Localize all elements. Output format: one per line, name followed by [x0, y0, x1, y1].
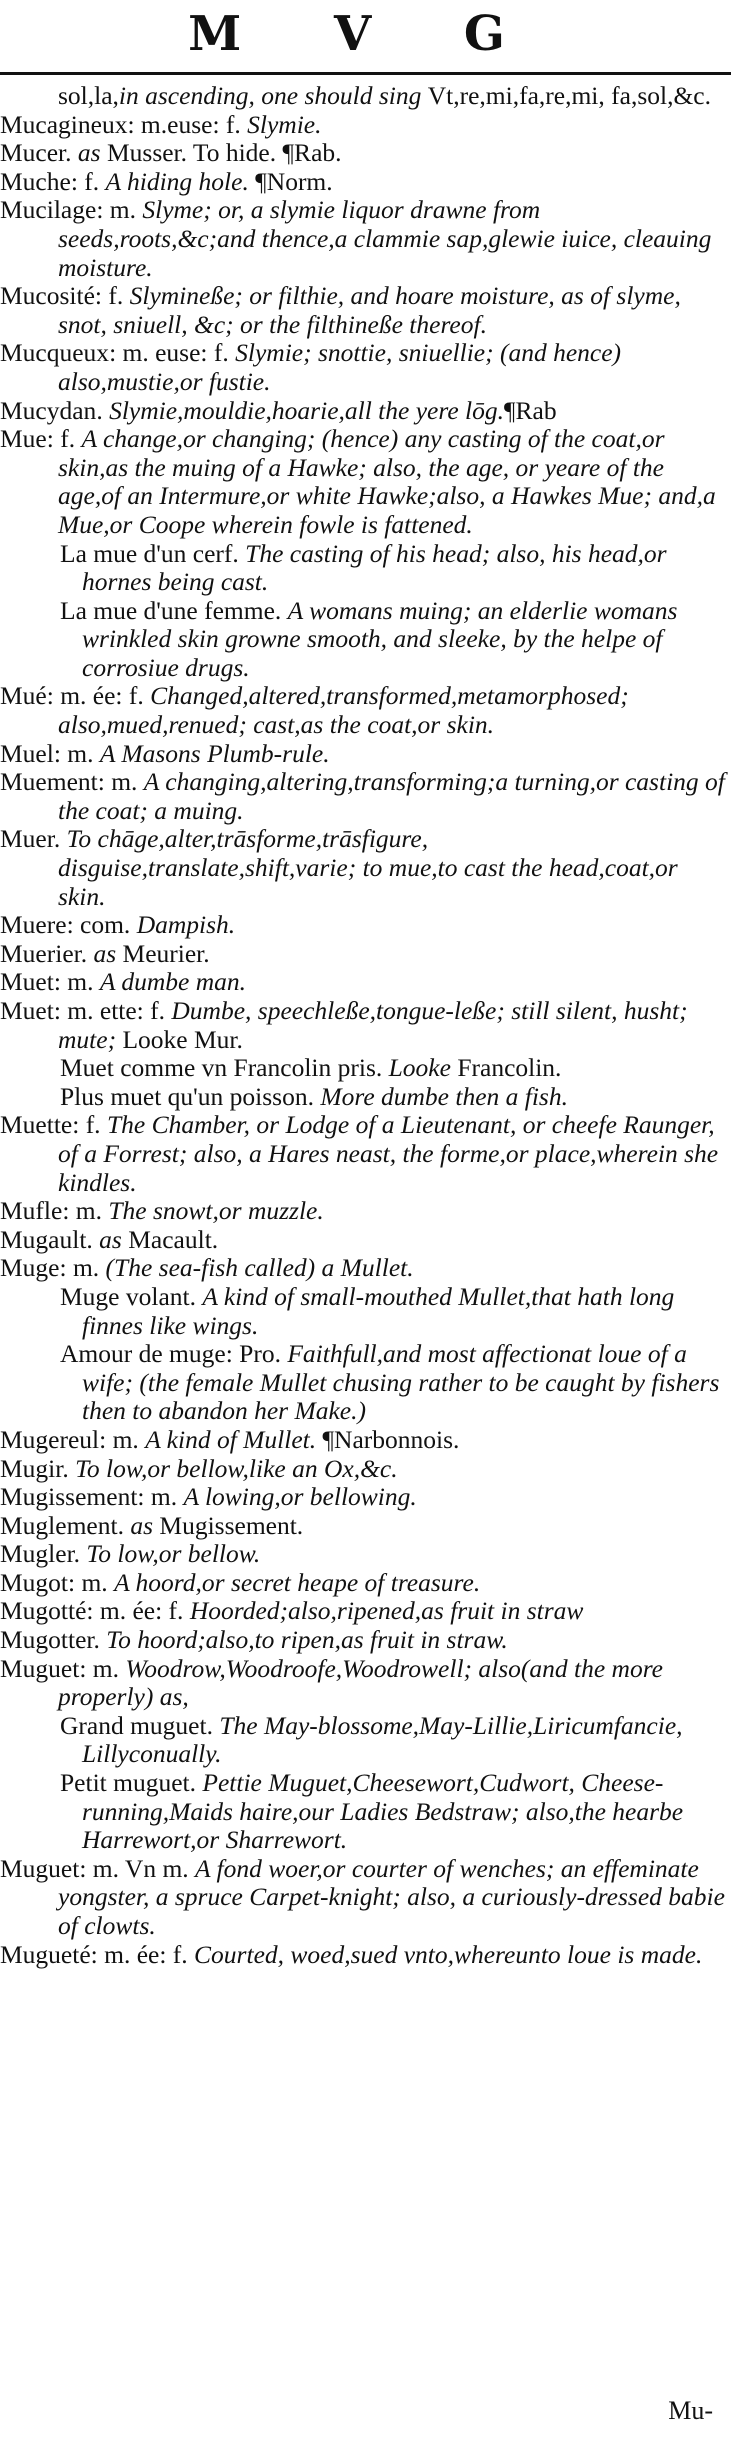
- entry-definition: The May-blossome,May-Lillie,Liricumfancie, Lillyconually.: [82, 1710, 683, 1769]
- dictionary-entry: [0, 968, 731, 997]
- entry-headword: Mucosité: [0, 281, 95, 311]
- entry-definition: Faithfull,and most affectionat loue of a wife; (the female Mullet chusing rather to be caught by fishers then to abandon her Make.): [82, 1339, 720, 1426]
- dictionary-entry: [0, 425, 731, 539]
- entry-headword: Mucagineux: [0, 109, 128, 139]
- entry-definition: Dampish.: [136, 910, 236, 940]
- sub-entry: [0, 1712, 731, 1769]
- entry-grammar: sol,la,: [58, 81, 119, 110]
- entry-grammar: : m.: [137, 1482, 184, 1512]
- entry-headword: La mue d'une femme: [60, 595, 275, 625]
- entry-grammar: .: [189, 1281, 203, 1311]
- dictionary-entry: [0, 168, 731, 197]
- dictionary-entry: [0, 1111, 731, 1197]
- entry-grammar: : m.: [62, 1196, 109, 1226]
- entry-grammar: .: [73, 1539, 87, 1569]
- entry-grammar: : f.: [72, 1110, 107, 1140]
- entry-grammar: : f.: [70, 166, 106, 196]
- dictionary-entry: [0, 1855, 731, 1941]
- entry-definition: Looke: [388, 1053, 458, 1083]
- entry-headword: Mugir: [0, 1453, 63, 1483]
- entry-definition: Hoorded;also,ripened,as fruit in straw: [189, 1596, 584, 1626]
- entry-headword: Muerier: [0, 938, 81, 968]
- entry-headword: Muguet: [0, 1853, 80, 1883]
- dictionary-entry: [0, 825, 731, 911]
- entry-grammar: : m.: [53, 738, 100, 768]
- entry-definition: To hoord;also,to ripen,as fruit in straw.: [106, 1625, 508, 1655]
- entry-grammar: : f.: [46, 424, 82, 454]
- entry-definition: as: [77, 138, 107, 168]
- entry-definition: Courted, woed,sued vnto,whereunto loue is made.: [194, 1939, 703, 1969]
- dictionary-entry: [0, 740, 731, 769]
- entry-headword: Mugissement: [0, 1482, 138, 1512]
- entry-grammar: .: [307, 1081, 321, 1111]
- entry-grammar: .: [65, 138, 78, 168]
- entry-grammar: : m.: [99, 1424, 146, 1454]
- entry-grammar: .: [80, 938, 94, 968]
- entry-definition: as: [93, 938, 123, 968]
- entry-grammar: : m. ée: f.: [86, 1596, 190, 1626]
- entry-definition: A hiding hole.: [105, 166, 256, 196]
- entry-definition: as: [130, 1510, 160, 1540]
- entry-cross-reference: Looke Mur.: [122, 1024, 243, 1054]
- dictionary-entry: [0, 1512, 731, 1541]
- entry-definition: A hoord,or secret heape of treasure.: [114, 1567, 481, 1597]
- entry-cross-reference: Vt,re,mi,fa,re,mi, fa,sol,&c.: [427, 81, 711, 110]
- entry-grammar: : m. Vn m.: [79, 1853, 196, 1883]
- catchword: Mu-: [668, 2396, 713, 2425]
- entry-definition: Slymie,mouldie,hoarie,all the yere lōg.: [109, 395, 504, 425]
- entry-definition: A womans muing; an elderlie womans wrinkled skin growne smooth, and sleeke, by the helpe of corrosiue drugs.: [82, 595, 678, 682]
- entry-definition: Changed,altered,transformed,metamorphosed; also,mued,renued; cast,as the coat,or skin.: [58, 681, 629, 740]
- sub-entry: [0, 1340, 731, 1426]
- dictionary-entry: [0, 1569, 731, 1598]
- entry-headword: Plus muet qu'un poisson: [60, 1081, 308, 1111]
- entry-grammar: .: [189, 1768, 203, 1798]
- entry-definition: Slymie; snottie, sniuellie; (and hence) also,mustie,or fustie.: [58, 338, 622, 396]
- entry-definition: The snowt,or muzzle.: [108, 1196, 324, 1226]
- entry-definition: (The sea-fish called) a Mullet.: [105, 1253, 414, 1283]
- entry-definition: A fond woer,or courter of wenches; an effeminate yongster, a spruce Carpet-knight; also, a curiously-dressed babie of clowts.: [58, 1853, 725, 1940]
- entry-headword: Muette: [0, 1110, 73, 1140]
- entry-definition: in ascending, one should sing: [118, 81, 428, 110]
- entry-grammar: .: [206, 1710, 220, 1740]
- dictionary-entry: [0, 397, 731, 426]
- entry-grammar: .: [62, 1453, 76, 1483]
- entry-headword: Mugereul: [0, 1424, 100, 1454]
- entry-headword: Mue: [0, 424, 47, 454]
- dictionary-entry: [0, 1197, 731, 1226]
- entry-definition: Woodrow,Woodroofe,Woodrowell; also(and the more properly) as,: [58, 1653, 664, 1712]
- entry-definition: Slyme; or, a slymie liquor drawne from seeds,roots,&c;and thence,a clammie sap,glewie iuice, cleauing moisture.: [58, 195, 712, 282]
- entry-grammar: : m.euse: f.: [127, 109, 248, 139]
- dictionary-entry: [0, 282, 731, 339]
- entry-grammar: : m.: [96, 195, 143, 225]
- entry-definition: Dumbe, speechleße,tongue-leße; still silent, husht; mute;: [58, 996, 688, 1054]
- entry-headword: Grand muguet: [60, 1710, 207, 1740]
- entry-headword: Mugault: [0, 1224, 87, 1254]
- entry-grammar: : m. ée: f.: [46, 681, 151, 711]
- entry-cross-reference: Meurier.: [122, 938, 210, 968]
- dictionary-entry: [0, 768, 731, 825]
- dictionary-entry: [0, 196, 731, 282]
- entry-grammar: : m.: [79, 1653, 126, 1683]
- entry-headword: Muel: [0, 738, 54, 768]
- entry-grammar: : f.: [94, 281, 130, 311]
- entry-headword: La mue d'un cerf: [60, 538, 233, 568]
- entry-grammar: : com.: [66, 910, 137, 940]
- entry-headword: Mugot: [0, 1567, 69, 1597]
- entry-grammar: .: [274, 595, 288, 625]
- entry-grammar: : m. ette: f.: [53, 996, 172, 1025]
- entry-headword: Mucer: [0, 138, 66, 168]
- entry-cross-reference: Macault.: [128, 1224, 219, 1254]
- dictionary-entry: [0, 1597, 731, 1626]
- entry-headword: Muere: [0, 910, 67, 940]
- entry-grammar: : m.: [68, 1567, 115, 1597]
- header-rule: [0, 72, 731, 75]
- dictionary-entry: [0, 1540, 731, 1569]
- entry-headword: Muguet: [0, 1653, 80, 1683]
- entry-headword: Muglement: [0, 1510, 118, 1540]
- entry-headword: Muet: [0, 967, 54, 997]
- entry-definition: Pettie Muguet,Cheesewort,Cudwort, Cheese-running,Maids haire,our Ladies Bedstraw; also,the hearbe Harrewort,or Sharrewort.: [82, 1768, 684, 1855]
- entry-headword: Mugotté: [0, 1596, 87, 1626]
- entry-headword: Mucqueux: [0, 338, 110, 368]
- entry-headword: Muet: [0, 996, 54, 1025]
- sub-entry: [0, 1083, 731, 1112]
- entry-grammar: : m. ée: f.: [90, 1939, 195, 1969]
- dictionary-entry: [0, 1626, 731, 1655]
- entry-headword: Amour de muge: [60, 1339, 226, 1369]
- sub-entry: [0, 1054, 731, 1083]
- entry-definition: A kind of small-mouthed Mullet,that hath long finnes like wings.: [82, 1281, 675, 1340]
- dictionary-entry: [0, 111, 731, 140]
- entry-definition: Slymie.: [247, 109, 322, 139]
- entry-headword: Muge: [0, 1253, 60, 1283]
- dictionary-entry: [0, 1226, 731, 1255]
- entry-grammar: : m. euse: f.: [109, 338, 236, 368]
- entry-headword: Muche: [0, 166, 71, 196]
- entry-grammar: .: [86, 1224, 100, 1254]
- dictionary-entry: [0, 682, 731, 739]
- entry-definition: Slymineße; or filthie, and hoare moisture, as of slyme, snot, sniuell, &c; or the filthineße thereof.: [58, 281, 681, 339]
- entry-definition: To low,or bellow.: [86, 1539, 261, 1569]
- entry-grammar: .: [53, 824, 67, 854]
- entry-definition: The Chamber, or Lodge of a Lieutenant, or cheefe Raunger, of a Forrest; also, a Hares neast, the forme,or place,wherein she kindles.: [58, 1110, 719, 1197]
- entry-headword: Mucilage: [0, 195, 97, 225]
- dictionary-entry: [0, 911, 731, 940]
- entry-grammar: .: [232, 538, 246, 568]
- dictionary-entry: [0, 1455, 731, 1484]
- dictionary-entry: [0, 1483, 731, 1512]
- entry-grammar: : m.: [59, 1253, 106, 1283]
- entry-grammar: .: [93, 1625, 107, 1655]
- dictionary-entry: [0, 1941, 731, 1970]
- dictionary-entry: [0, 1426, 731, 1455]
- entry-grammar: .: [375, 1053, 389, 1083]
- entry-list: [0, 82, 731, 2382]
- entry-grammar: : Pro.: [225, 1339, 288, 1369]
- dictionary-entry: [0, 82, 731, 111]
- entry-cross-reference: Musser. To hide. ¶Rab.: [106, 138, 342, 168]
- entry-definition: A lowing,or bellowing.: [183, 1482, 417, 1512]
- entry-definition: as: [99, 1224, 129, 1254]
- entry-cross-reference: ¶Narbonnois.: [322, 1424, 460, 1454]
- entry-headword: Muement: [0, 767, 98, 797]
- entry-grammar: : m.: [53, 967, 100, 997]
- dictionary-entry: [0, 139, 731, 168]
- entry-grammar: : m.: [97, 767, 144, 797]
- entry-cross-reference: ¶Norm.: [255, 166, 333, 196]
- sub-entry: [0, 540, 731, 597]
- entry-headword: Mugotter: [0, 1625, 94, 1655]
- dictionary-entry: [0, 940, 731, 969]
- entry-headword: Mugueté: [0, 1939, 91, 1969]
- entry-definition: To chāge,alter,trāsforme,trāsfigure, disguise,translate,shift,varie; to mue,to cast the head,coat,or skin.: [58, 824, 678, 911]
- entry-definition: A changing,altering,transforming;a turning,or casting of the coat; a muing.: [58, 767, 725, 825]
- entry-cross-reference: ¶Rab: [503, 395, 557, 425]
- sub-entry: [0, 1283, 731, 1340]
- entry-grammar: .: [117, 1510, 131, 1540]
- entry-headword: Mucydan: [0, 395, 97, 425]
- entry-definition: A dumbe man.: [99, 967, 247, 997]
- page-header-title: M V G: [188, 6, 543, 62]
- sub-entry: [0, 1769, 731, 1855]
- entry-definition: A change,or changing; (hence) any casting of the coat,or skin,as the muing of a Hawke; also, the age, or yeare of the age,of an Intermure,or white Hawke;also, a Hawkes Mue; and,a Mue,or Coope wherein fowle is fattened.: [58, 424, 716, 539]
- entry-headword: Petit muguet: [60, 1768, 190, 1798]
- entry-definition: A kind of Mullet.: [145, 1424, 323, 1454]
- entry-headword: Mué: [0, 681, 47, 711]
- entry-cross-reference: Mugissement.: [159, 1510, 304, 1540]
- entry-headword: Mufle: [0, 1196, 63, 1226]
- dictionary-entry: [0, 997, 731, 1054]
- sub-entry: [0, 597, 731, 683]
- entry-cross-reference: Francolin.: [457, 1053, 562, 1083]
- entry-headword: Mugler: [0, 1539, 74, 1569]
- entry-grammar: .: [96, 395, 110, 425]
- entry-definition: To low,or bellow,like an Ox,&c.: [75, 1453, 398, 1483]
- entry-definition: More dumbe then a fish.: [320, 1081, 568, 1111]
- entry-definition: A Masons Plumb-rule.: [99, 738, 330, 768]
- dictionary-entry: [0, 1655, 731, 1712]
- dictionary-entry: [0, 1254, 731, 1283]
- entry-headword: Muer: [0, 824, 54, 854]
- dictionary-entry: [0, 339, 731, 396]
- entry-headword: Muge volant: [60, 1281, 190, 1311]
- entry-headword: Muet comme vn Francolin pris: [60, 1053, 376, 1083]
- entry-definition: The casting of his head; also, his head,or hornes being cast.: [82, 538, 667, 597]
